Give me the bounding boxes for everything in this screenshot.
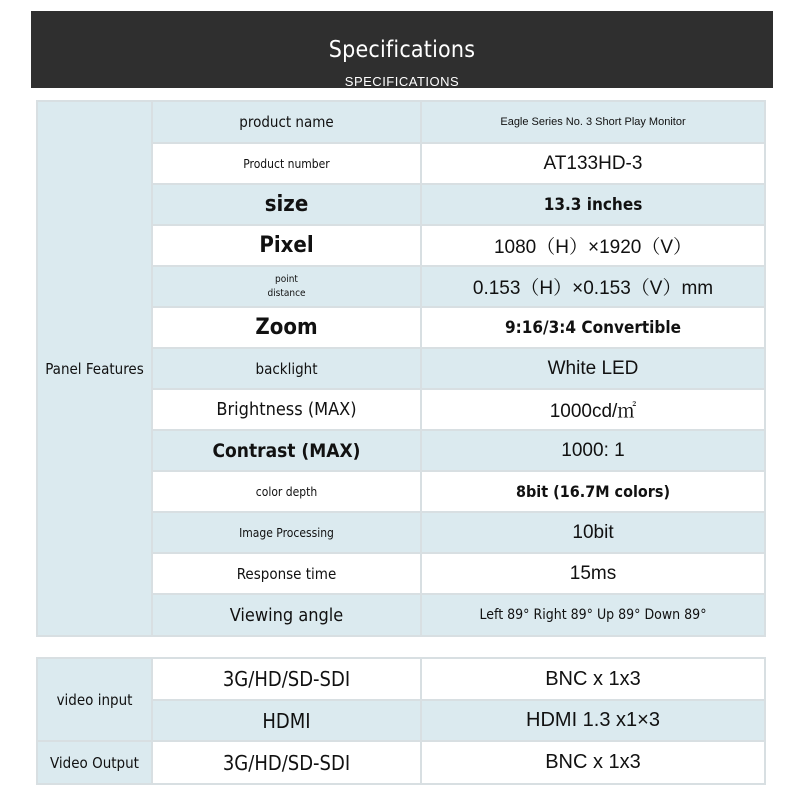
- spec-label-contrast: Contrast (MAX): [152, 430, 421, 471]
- io-value-sdi-output: BNC x 1x3: [421, 741, 765, 784]
- table-row: [37, 741, 765, 784]
- video-io-table: [36, 657, 766, 785]
- header-banner: [31, 11, 773, 88]
- spec-label-backlight: backlight: [152, 348, 421, 389]
- spec-value-image-processing: 10bit: [421, 512, 765, 553]
- spec-value-color-depth: 8bit (16.7M colors): [421, 471, 765, 512]
- spec-label-color-depth: color depth: [152, 471, 421, 512]
- io-value-hdmi-input: HDMI 1.3 x1×3: [421, 700, 765, 741]
- spec-value-contrast: 1000: 1: [421, 430, 765, 471]
- spec-label-brightness: Brightness (MAX): [152, 389, 421, 430]
- spec-label-pixel: Pixel: [152, 225, 421, 266]
- spec-value-pixel: 1080（H）×1920（V）: [421, 225, 765, 266]
- spec-label-response-time: Response time: [152, 553, 421, 594]
- io-label-sdi-input: 3G/HD/SD-SDI: [152, 658, 421, 700]
- spec-label-point-distance: [152, 266, 421, 307]
- video-input-label: video input: [37, 658, 152, 741]
- spec-label-viewing-angle: Viewing angle: [152, 594, 421, 636]
- table-row: [37, 658, 765, 700]
- spec-label-image-processing: Image Processing: [152, 512, 421, 553]
- video-output-label: Video Output: [37, 741, 152, 784]
- spec-value-product-number: AT133HD-3: [421, 143, 765, 184]
- panel-features-label: Panel Features: [37, 101, 152, 636]
- panel-features-table: [36, 100, 766, 637]
- page-subtitle: SPECIFICATIONS: [344, 74, 460, 89]
- spec-value-product-name: Eagle Series No. 3 Short Play Monitor: [421, 101, 765, 143]
- spec-value-brightness: 1000cd/㎡: [421, 389, 765, 430]
- spec-value-size: 13.3 inches: [421, 184, 765, 225]
- spec-label-zoom: Zoom: [152, 307, 421, 348]
- spec-value-backlight: White LED: [421, 348, 765, 389]
- spec-value-response-time: 15ms: [421, 553, 765, 594]
- io-label-hdmi-input: HDMI: [152, 700, 421, 741]
- spec-value-point-distance: 0.153（H）×0.153（V）mm: [421, 266, 765, 307]
- spec-value-viewing-angle: Left 89° Right 89° Up 89° Down 89°: [421, 594, 765, 636]
- spec-label-product-name: product name: [152, 101, 421, 143]
- page-title: Specifications: [328, 37, 476, 63]
- spec-value-zoom: 9:16/3:4 Convertible: [421, 307, 765, 348]
- spec-label-point-distance-line2: distance: [267, 287, 306, 299]
- io-value-sdi-input: BNC x 1x3: [421, 658, 765, 700]
- io-label-sdi-output: 3G/HD/SD-SDI: [152, 741, 421, 784]
- table-row: [37, 101, 765, 143]
- spec-label-product-number: Product number: [152, 143, 421, 184]
- spec-label-point-distance-line1: point: [275, 273, 298, 285]
- spec-label-size: size: [152, 184, 421, 225]
